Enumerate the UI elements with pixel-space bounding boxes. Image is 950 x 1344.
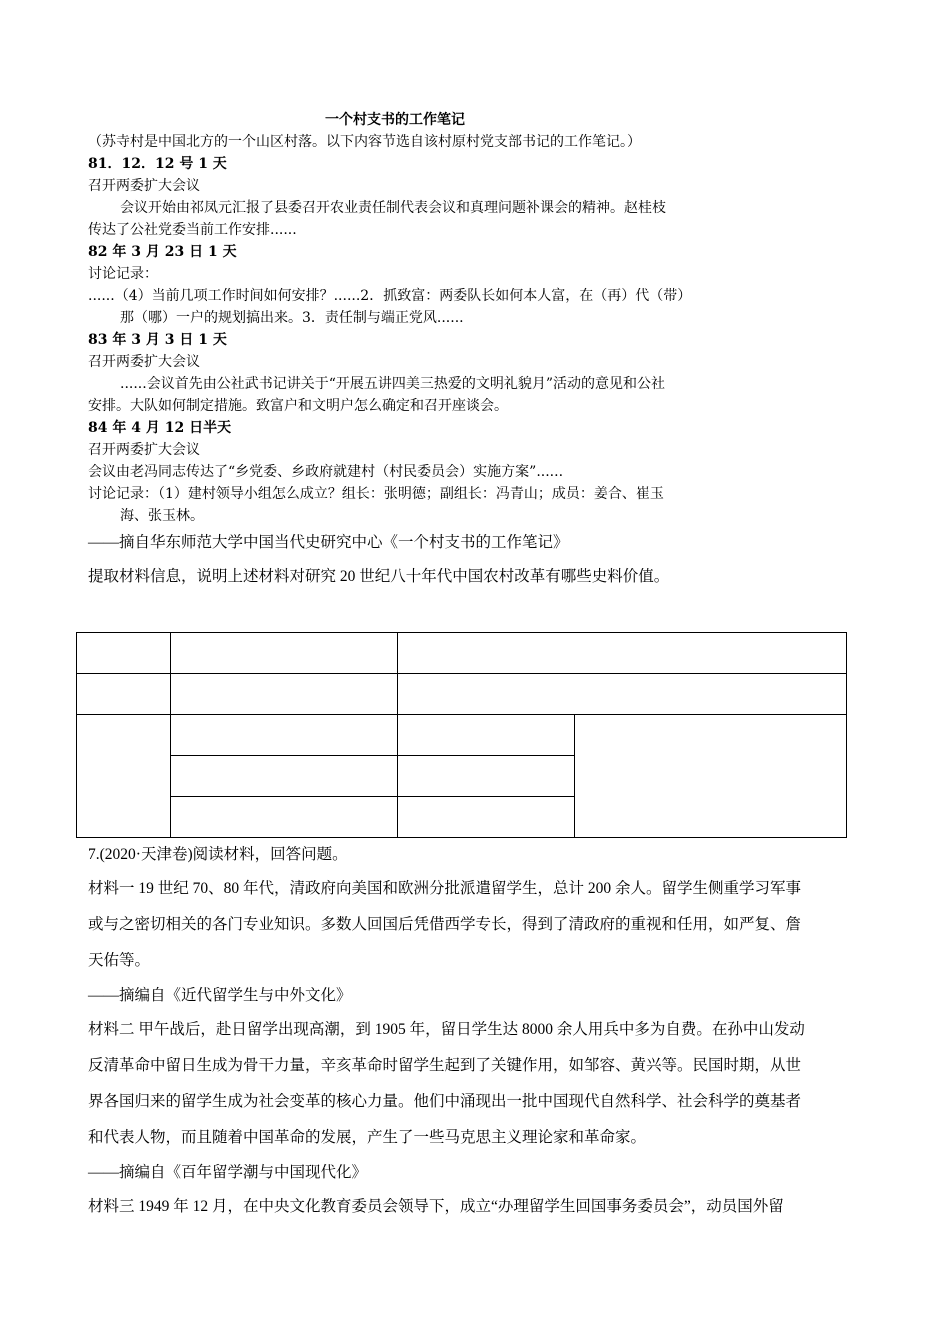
entry4-topic: 召开两委扩大会议 bbox=[88, 442, 200, 458]
material3-line1: 材料三 1949 年 12 月，在中央文化教育委员会领导下，成立“办理留学生回国事务委员会”，动员国外留 bbox=[88, 1198, 784, 1215]
entry1-line2: 传达了公社党委当前工作安排...... bbox=[88, 222, 297, 238]
entry2-line1: ......（4）当前几项工作时间如何安排？......2．抓致富：两委队长如何本人富，在（再）代（带） bbox=[88, 288, 692, 304]
material1-line3: 天佑等。 bbox=[88, 952, 151, 969]
material1-source: ——摘编自《近代留学生与中外文化》 bbox=[88, 987, 352, 1004]
entry2-topic: 讨论记录： bbox=[88, 266, 158, 282]
entry1-line1: 会议开始由祁凤元汇报了县委召开农业责任制代表会议和真理问题补课会的精神。赵桂枝 bbox=[120, 200, 666, 216]
answer-table bbox=[76, 632, 847, 838]
material1-line2: 或与之密切相关的各门专业知识。多数人回国后凭借西学专长，得到了清政府的重视和任用，如严复、詹 bbox=[88, 916, 802, 933]
entry3-line2: 安排。大队如何制定措施。致富户和文明户怎么确定和召开座谈会。 bbox=[88, 398, 508, 414]
question-text: 提取材料信息，说明上述材料对研究 20 世纪八十年代中国农村改革有哪些史料价值。 bbox=[88, 568, 670, 585]
entry2-date: 82 年 3 月 23 日 1 天 bbox=[88, 244, 237, 260]
entry3-line1: ......会议首先由公社武书记讲关于“开展五讲四美三热爱的文明礼貌月”活动的意见和公社 bbox=[120, 376, 666, 392]
entry4-line1: 会议由老冯同志传达了“乡党委、乡政府就建村（村民委员会）实施方案”...... bbox=[88, 464, 564, 480]
table-cell bbox=[77, 633, 171, 674]
table-cell bbox=[398, 633, 847, 674]
table-cell bbox=[398, 674, 847, 715]
entry3-date: 83 年 3 月 3 日 1 天 bbox=[88, 332, 227, 348]
material2-line2: 反清革命中留日生成为骨干力量，辛亥革命时留学生起到了关键作用，如邹容、黄兴等。民国时期，从世 bbox=[88, 1057, 802, 1074]
notebook-intro: （苏寺村是中国北方的一个山区村落。以下内容节选自该村原村党支部书记的工作笔记。） bbox=[88, 134, 641, 150]
material2-line1: 材料二 甲午战后，赴日留学出现高潮，到 1905 年，留日学生达 8000 余人用兵中多为自费。在孙中山发动 bbox=[88, 1021, 805, 1038]
table-cell bbox=[398, 797, 575, 838]
table-cell bbox=[398, 756, 575, 797]
table-cell bbox=[77, 715, 171, 838]
table-cell bbox=[171, 756, 398, 797]
table-row bbox=[77, 674, 847, 715]
table-cell bbox=[77, 674, 171, 715]
entry1-date: 81．12．12 号 1 天 bbox=[88, 156, 227, 172]
entry1-topic: 召开两委扩大会议 bbox=[88, 178, 200, 194]
q7-heading: 7.(2020·天津卷)阅读材料，回答问题。 bbox=[88, 846, 348, 863]
entry4-line2: 讨论记录：（1）建村领导小组怎么成立？组长：张明德；副组长：冯青山；成员：姜合、崔玉 bbox=[88, 486, 664, 502]
material1-line1: 材料一 19 世纪 70、80 年代，清政府向美国和欧洲分批派遣留学生，总计 200 余人。留学生侧重学习军事 bbox=[88, 880, 802, 897]
table-row bbox=[77, 633, 847, 674]
table-cell bbox=[398, 715, 575, 756]
material2-source: ——摘编自《百年留学潮与中国现代化》 bbox=[88, 1164, 368, 1181]
table-cell bbox=[171, 715, 398, 756]
notebook-title: 一个村支书的工作笔记 bbox=[325, 112, 465, 128]
material2-line3: 界各国归来的留学生成为社会变革的核心力量。他们中涌现出一批中国现代自然科学、社会科学的奠基者 bbox=[88, 1093, 802, 1110]
table-cell bbox=[575, 715, 847, 838]
table-cell bbox=[171, 674, 398, 715]
entry4-line3: 海、张玉林。 bbox=[120, 508, 204, 524]
table-row bbox=[77, 715, 847, 756]
entry4-date: 84 年 4 月 12 日半天 bbox=[88, 420, 232, 436]
entry2-line2: 那（哪）一户的规划搞出来。3．责任制与端正党风...... bbox=[120, 310, 464, 326]
entry3-topic: 召开两委扩大会议 bbox=[88, 354, 200, 370]
source-citation: ——摘自华东师范大学中国当代史研究中心《一个村支书的工作笔记》 bbox=[88, 534, 569, 551]
table-cell bbox=[171, 797, 398, 838]
material2-line4: 和代表人物，而且随着中国革命的发展，产生了一些马克思主义理论家和革命家。 bbox=[88, 1129, 647, 1146]
table-cell bbox=[171, 633, 398, 674]
